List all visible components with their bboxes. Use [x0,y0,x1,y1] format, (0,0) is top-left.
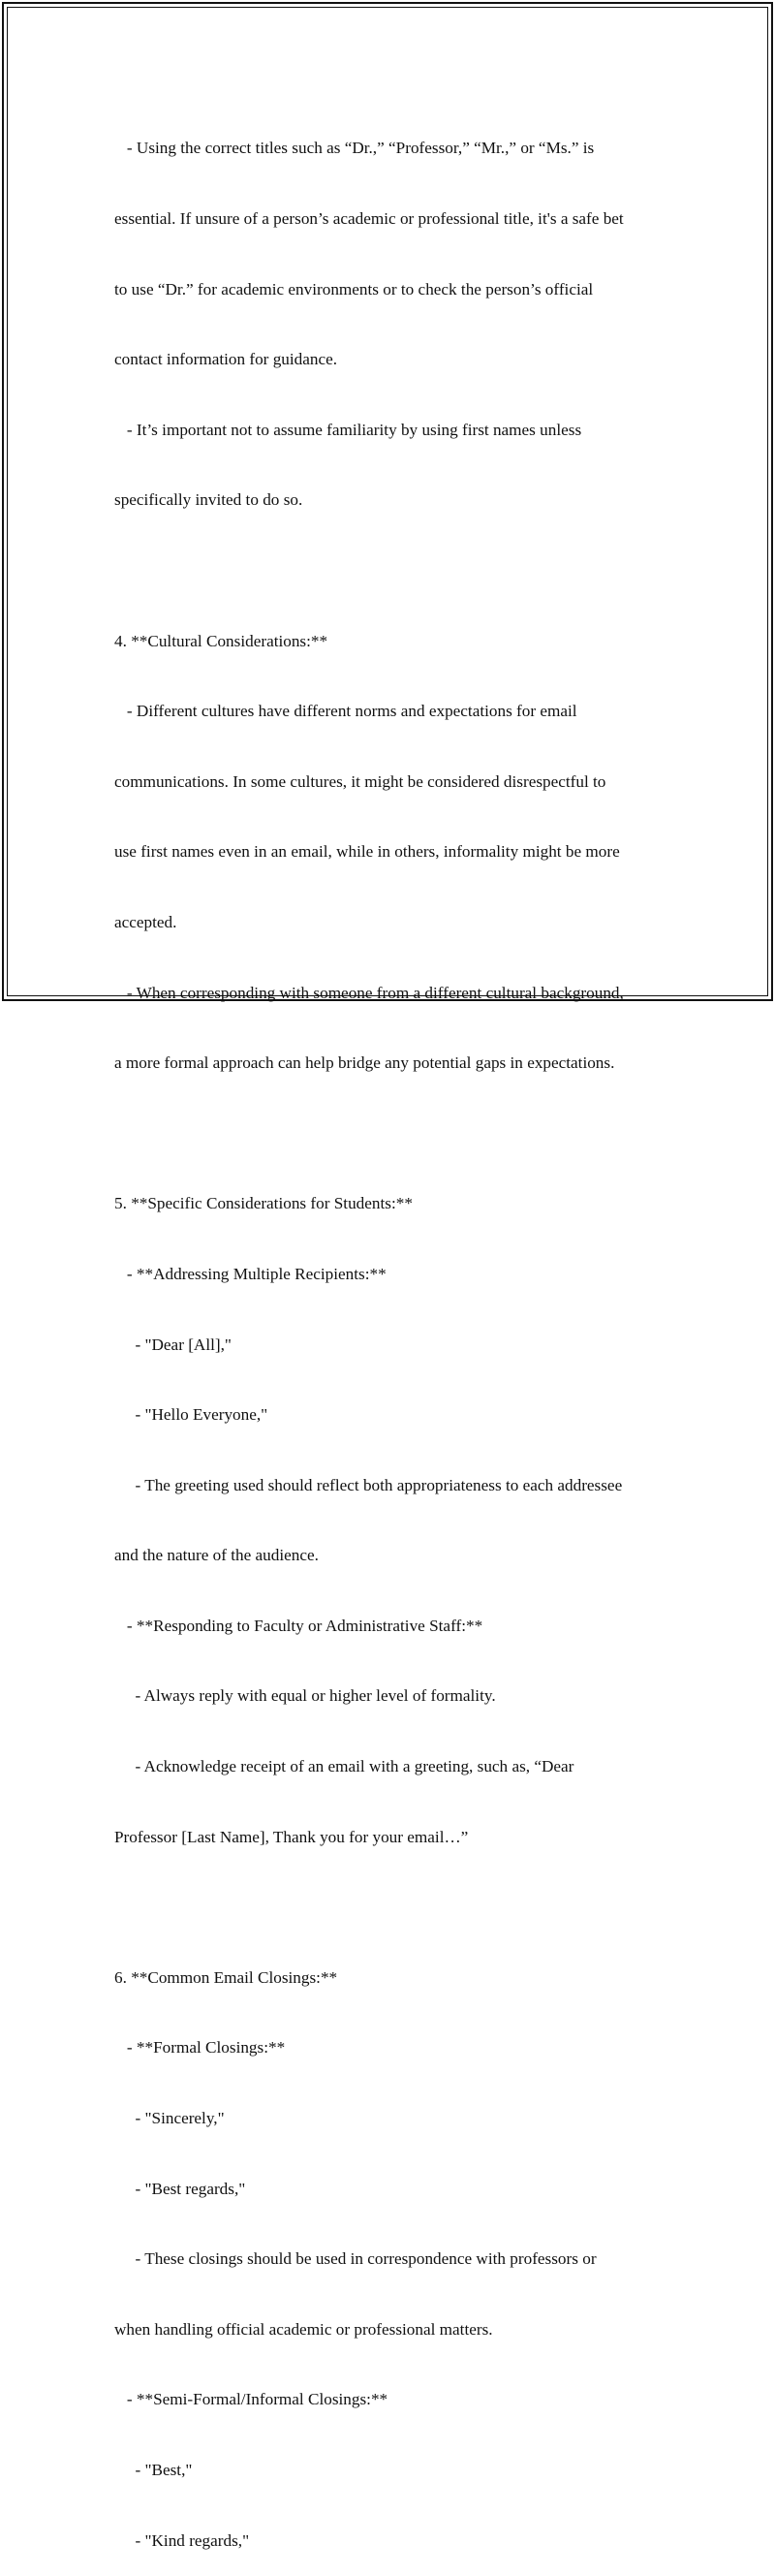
section-heading: 4. **Cultural Considerations:** [114,631,328,650]
text-line: - "Hello Everyone," [114,1405,268,1425]
text-line: - "Best," [114,2461,193,2479]
text-line: use first names even in an email, while in others, informality might be more [114,842,620,862]
subsection-heading: - **Addressing Multiple Recipients:** [114,1264,387,1283]
section-heading: 5. **Specific Considerations for Students:** [114,1194,413,1213]
document-body [114,90,676,2576]
text-line: specifically invited to do so. [114,490,303,510]
text-line: - "Dear [All]," [114,1335,232,1354]
subsection-heading: - **Formal Closings:** [114,2038,286,2058]
text-line: - Always reply with equal or higher level of formality. [114,1686,496,1706]
text-line: - "Kind regards," [114,2530,250,2550]
text-line: - The greeting used should reflect both appropriateness to each addressee [114,1475,623,1494]
text-line: - "Sincerely," [114,2109,225,2128]
text-line: - Acknowledge receipt of an email with a greeting, such as, “Dear [114,1757,574,1776]
text-line: and the nature of the audience. [114,1546,319,1565]
blank-line [114,1122,676,1146]
text-line: to use “Dr.” for academic environments or to check the person’s official [114,279,594,298]
section-heading: 6. **Common Email Closings:** [114,1967,338,1987]
text-line: essential. If unsure of a person’s academic or professional title, it's a safe bet [114,209,624,228]
blank-line [114,1896,676,1919]
text-line: - "Best regards," [114,2179,246,2198]
text-line: - These closings should be used in correspondence with professors or [114,2249,597,2269]
text-line: - Using the correct titles such as “Dr.,” “Professor,” “Mr.,” or “Ms.” is [114,139,595,158]
text-line: communications. In some cultures, it might be considered disrespectful to [114,771,606,791]
text-line: - When corresponding with someone from a different cultural background, [114,983,624,1002]
subsection-heading: - **Responding to Faculty or Administrative Staff:** [114,1616,483,1635]
text-line: - It’s important not to assume familiarity by using first names unless [114,420,582,439]
text-line: - Different cultures have different norms and expectations for email [114,702,577,721]
text-line: when handling official academic or professional matters. [114,2319,493,2339]
subsection-heading: - **Semi-Formal/Informal Closings:** [114,2390,388,2409]
text-line: accepted. [114,912,177,931]
text-line: Professor [Last Name], Thank you for your email…” [114,1827,469,1846]
blank-line [114,559,676,582]
text-line: contact information for guidance. [114,350,338,369]
text-line: a more formal approach can help bridge any potential gaps in expectations. [114,1053,615,1073]
